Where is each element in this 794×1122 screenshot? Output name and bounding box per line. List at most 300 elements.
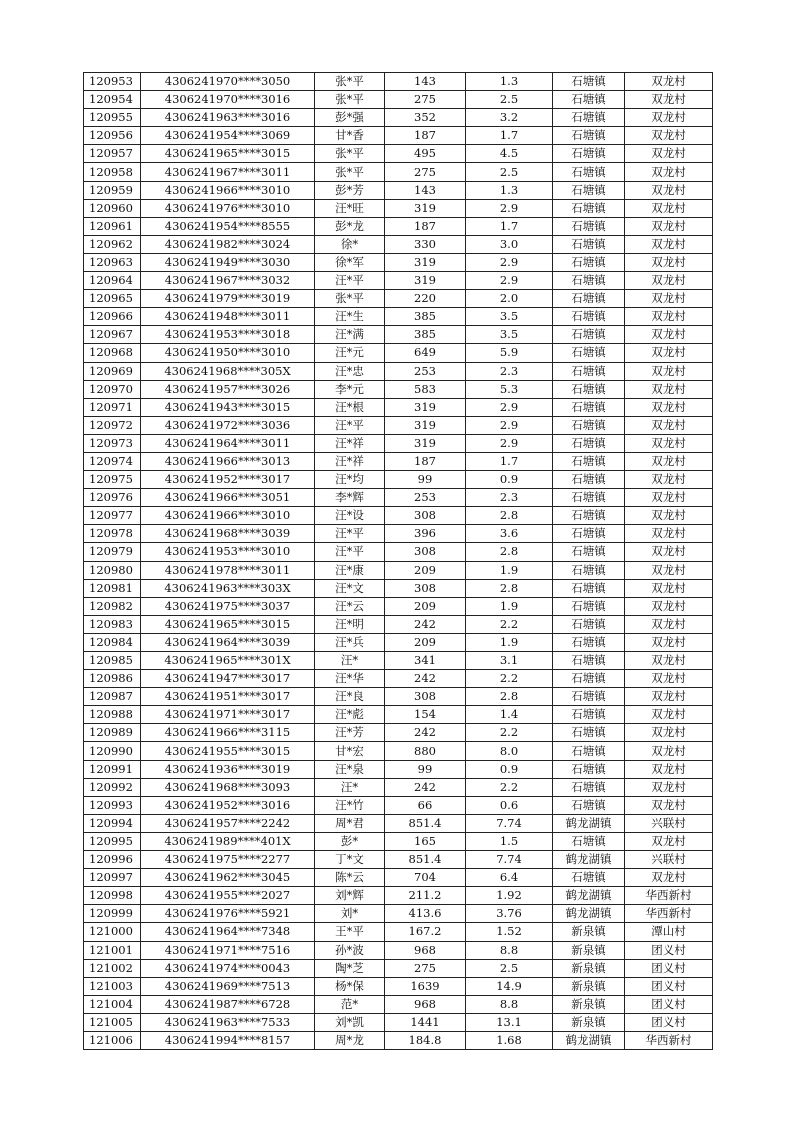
record-id-cell: 120963 [84,253,141,271]
name-cell: 汪* [315,652,385,670]
name-cell: 汪*祥 [315,452,385,470]
name-cell: 汪*泉 [315,760,385,778]
name-cell: 孙*波 [315,941,385,959]
town-cell: 石塘镇 [553,199,625,217]
name-cell: 汪*满 [315,326,385,344]
village-cell: 双龙村 [625,869,713,887]
table-row [84,977,713,995]
record-id-cell: 120961 [84,217,141,235]
table-row [84,724,713,742]
id-number-cell: 4306241952****3017 [141,471,315,489]
name-cell: 汪*忠 [315,362,385,380]
village-cell: 双龙村 [625,181,713,199]
id-number-cell: 4306241957****2242 [141,814,315,832]
record-id-cell: 120977 [84,507,141,525]
table-row [84,615,713,633]
area-cell: 2.0 [466,290,553,308]
town-cell: 石塘镇 [553,253,625,271]
record-id-cell: 120971 [84,398,141,416]
village-cell: 双龙村 [625,253,713,271]
record-id-cell: 120993 [84,796,141,814]
area-cell: 6.4 [466,869,553,887]
record-id-cell: 121002 [84,959,141,977]
area-cell: 14.9 [466,977,553,995]
table-row [84,525,713,543]
amount-cell: 143 [385,181,466,199]
id-number-cell: 4306241943****3015 [141,398,315,416]
town-cell: 石塘镇 [553,597,625,615]
record-id-cell: 120987 [84,688,141,706]
area-cell: 1.92 [466,887,553,905]
name-cell: 王*平 [315,923,385,941]
village-cell: 双龙村 [625,688,713,706]
village-cell: 团义村 [625,959,713,977]
id-number-cell: 4306241951****3017 [141,688,315,706]
name-cell: 彭* [315,832,385,850]
table-row [84,905,713,923]
town-cell: 石塘镇 [553,272,625,290]
name-cell: 丁*文 [315,851,385,869]
id-number-cell: 4306241950****3010 [141,344,315,362]
area-cell: 2.5 [466,959,553,977]
record-id-cell: 120972 [84,416,141,434]
area-cell: 7.74 [466,814,553,832]
id-number-cell: 4306241963****303X [141,579,315,597]
village-cell: 双龙村 [625,832,713,850]
village-cell: 双龙村 [625,742,713,760]
name-cell: 刘* [315,905,385,923]
table-row [84,561,713,579]
village-cell: 双龙村 [625,272,713,290]
village-cell: 双龙村 [625,724,713,742]
record-id-cell: 120967 [84,326,141,344]
village-cell: 团义村 [625,995,713,1013]
village-cell: 双龙村 [625,670,713,688]
town-cell: 石塘镇 [553,796,625,814]
village-cell: 双龙村 [625,706,713,724]
table-row [84,995,713,1013]
village-cell: 团义村 [625,1013,713,1031]
table-row [84,760,713,778]
town-cell: 鹤龙湖镇 [553,851,625,869]
name-cell: 汪*良 [315,688,385,706]
record-id-cell: 120983 [84,615,141,633]
amount-cell: 253 [385,489,466,507]
id-number-cell: 4306241962****3045 [141,869,315,887]
id-number-cell: 4306241966****3115 [141,724,315,742]
village-cell: 团义村 [625,941,713,959]
village-cell: 兴联村 [625,814,713,832]
town-cell: 新泉镇 [553,959,625,977]
area-cell: 2.9 [466,272,553,290]
area-cell: 1.68 [466,1031,553,1049]
area-cell: 3.5 [466,308,553,326]
amount-cell: 184.8 [385,1031,466,1049]
amount-cell: 319 [385,434,466,452]
table-row [84,832,713,850]
table-row [84,290,713,308]
record-id-cell: 120962 [84,235,141,253]
town-cell: 石塘镇 [553,434,625,452]
id-number-cell: 4306241974****0043 [141,959,315,977]
table-row [84,217,713,235]
amount-cell: 211.2 [385,887,466,905]
record-id-cell: 120998 [84,887,141,905]
town-cell: 新泉镇 [553,977,625,995]
name-cell: 汪* [315,778,385,796]
record-id-cell: 120966 [84,308,141,326]
area-cell: 3.0 [466,235,553,253]
area-cell: 1.5 [466,832,553,850]
table-row [84,199,713,217]
table-row [84,181,713,199]
name-cell: 汪*设 [315,507,385,525]
amount-cell: 99 [385,471,466,489]
table-row [84,688,713,706]
record-id-cell: 120954 [84,91,141,109]
town-cell: 石塘镇 [553,688,625,706]
village-cell: 兴联村 [625,851,713,869]
area-cell: 1.3 [466,181,553,199]
amount-cell: 308 [385,688,466,706]
record-id-cell: 121004 [84,995,141,1013]
id-number-cell: 4306241978****3011 [141,561,315,579]
village-cell: 双龙村 [625,543,713,561]
amount-cell: 66 [385,796,466,814]
name-cell: 甘*香 [315,127,385,145]
area-cell: 2.3 [466,362,553,380]
id-number-cell: 4306241967****3011 [141,163,315,181]
table-row [84,543,713,561]
id-number-cell: 4306241989****401X [141,832,315,850]
record-id-cell: 120969 [84,362,141,380]
amount-cell: 396 [385,525,466,543]
area-cell: 2.8 [466,507,553,525]
name-cell: 李*元 [315,380,385,398]
town-cell: 石塘镇 [553,217,625,235]
amount-cell: 242 [385,670,466,688]
table-row [84,452,713,470]
town-cell: 石塘镇 [553,724,625,742]
name-cell: 汪*文 [315,579,385,597]
amount-cell: 275 [385,91,466,109]
name-cell: 汪*均 [315,471,385,489]
record-id-cell: 120958 [84,163,141,181]
record-id-cell: 120989 [84,724,141,742]
amount-cell: 319 [385,416,466,434]
amount-cell: 187 [385,452,466,470]
record-id-cell: 120975 [84,471,141,489]
record-id-cell: 120978 [84,525,141,543]
table-row [84,887,713,905]
record-id-cell: 120995 [84,832,141,850]
table-row [84,670,713,688]
name-cell: 甘*宏 [315,742,385,760]
town-cell: 石塘镇 [553,832,625,850]
amount-cell: 968 [385,995,466,1013]
name-cell: 汪*生 [315,308,385,326]
amount-cell: 242 [385,615,466,633]
record-id-cell: 120996 [84,851,141,869]
area-cell: 1.9 [466,633,553,651]
name-cell: 汪*康 [315,561,385,579]
id-number-cell: 4306241966****3010 [141,181,315,199]
area-cell: 2.5 [466,91,553,109]
area-cell: 1.52 [466,923,553,941]
name-cell: 彭*龙 [315,217,385,235]
area-cell: 3.76 [466,905,553,923]
record-id-cell: 121005 [84,1013,141,1031]
table-row [84,109,713,127]
id-number-cell: 4306241963****3016 [141,109,315,127]
amount-cell: 154 [385,706,466,724]
amount-cell: 1441 [385,1013,466,1031]
village-cell: 潭山村 [625,923,713,941]
town-cell: 石塘镇 [553,235,625,253]
id-number-cell: 4306241963****7533 [141,1013,315,1031]
amount-cell: 341 [385,652,466,670]
amount-cell: 165 [385,832,466,850]
name-cell: 汪*旺 [315,199,385,217]
village-cell: 团义村 [625,977,713,995]
id-number-cell: 4306241970****3050 [141,73,315,91]
amount-cell: 308 [385,543,466,561]
table-row [84,633,713,651]
village-cell: 双龙村 [625,91,713,109]
village-cell: 双龙村 [625,561,713,579]
id-number-cell: 4306241979****3019 [141,290,315,308]
area-cell: 7.74 [466,851,553,869]
id-number-cell: 4306241970****3016 [141,91,315,109]
record-id-cell: 120985 [84,652,141,670]
amount-cell: 319 [385,199,466,217]
village-cell: 双龙村 [625,199,713,217]
record-id-cell: 120959 [84,181,141,199]
village-cell: 双龙村 [625,489,713,507]
table-row [84,923,713,941]
area-cell: 1.7 [466,452,553,470]
name-cell: 汪*根 [315,398,385,416]
table-row [84,652,713,670]
village-cell: 双龙村 [625,145,713,163]
record-id-cell: 120956 [84,127,141,145]
town-cell: 石塘镇 [553,163,625,181]
village-cell: 双龙村 [625,452,713,470]
amount-cell: 385 [385,326,466,344]
amount-cell: 851.4 [385,851,466,869]
town-cell: 石塘镇 [553,181,625,199]
table-row [84,742,713,760]
town-cell: 石塘镇 [553,561,625,579]
id-number-cell: 4306241964****3011 [141,434,315,452]
amount-cell: 187 [385,127,466,145]
town-cell: 石塘镇 [553,127,625,145]
table-row [84,272,713,290]
amount-cell: 209 [385,597,466,615]
village-cell: 双龙村 [625,109,713,127]
town-cell: 石塘镇 [553,452,625,470]
town-cell: 石塘镇 [553,633,625,651]
amount-cell: 385 [385,308,466,326]
record-id-cell: 120957 [84,145,141,163]
record-id-cell: 120981 [84,579,141,597]
area-cell: 0.9 [466,760,553,778]
village-cell: 双龙村 [625,344,713,362]
table-row [84,91,713,109]
table-row [84,597,713,615]
table-row [84,416,713,434]
area-cell: 5.3 [466,380,553,398]
amount-cell: 209 [385,561,466,579]
town-cell: 鹤龙湖镇 [553,1031,625,1049]
town-cell: 石塘镇 [553,109,625,127]
name-cell: 李*辉 [315,489,385,507]
id-number-cell: 4306241955****3015 [141,742,315,760]
amount-cell: 495 [385,145,466,163]
area-cell: 2.2 [466,670,553,688]
id-number-cell: 4306241975****3037 [141,597,315,615]
record-id-cell: 120979 [84,543,141,561]
area-cell: 4.5 [466,145,553,163]
area-cell: 2.9 [466,416,553,434]
area-cell: 2.3 [466,489,553,507]
table-row [84,778,713,796]
record-id-cell: 120991 [84,760,141,778]
records-table [83,72,713,1050]
id-number-cell: 4306241967****3032 [141,272,315,290]
town-cell: 石塘镇 [553,398,625,416]
record-id-cell: 120997 [84,869,141,887]
town-cell: 石塘镇 [553,326,625,344]
id-number-cell: 4306241954****8555 [141,217,315,235]
area-cell: 2.9 [466,398,553,416]
village-cell: 双龙村 [625,398,713,416]
table-row [84,869,713,887]
town-cell: 石塘镇 [553,670,625,688]
area-cell: 3.1 [466,652,553,670]
table-row [84,163,713,181]
id-number-cell: 4306241971****3017 [141,706,315,724]
area-cell: 2.5 [466,163,553,181]
id-number-cell: 4306241965****3015 [141,615,315,633]
record-id-cell: 120980 [84,561,141,579]
area-cell: 2.9 [466,253,553,271]
id-number-cell: 4306241936****3019 [141,760,315,778]
area-cell: 2.8 [466,543,553,561]
town-cell: 石塘镇 [553,308,625,326]
amount-cell: 880 [385,742,466,760]
name-cell: 汪*平 [315,416,385,434]
amount-cell: 308 [385,579,466,597]
amount-cell: 851.4 [385,814,466,832]
name-cell: 刘*辉 [315,887,385,905]
area-cell: 1.7 [466,217,553,235]
id-number-cell: 4306241957****3026 [141,380,315,398]
table-row [84,344,713,362]
town-cell: 石塘镇 [553,579,625,597]
village-cell: 双龙村 [625,235,713,253]
amount-cell: 187 [385,217,466,235]
amount-cell: 99 [385,760,466,778]
name-cell: 刘*凯 [315,1013,385,1031]
name-cell: 陈*云 [315,869,385,887]
village-cell: 双龙村 [625,326,713,344]
table-row [84,796,713,814]
record-id-cell: 121006 [84,1031,141,1049]
town-cell: 石塘镇 [553,489,625,507]
area-cell: 1.7 [466,127,553,145]
area-cell: 2.9 [466,434,553,452]
id-number-cell: 4306241964****3039 [141,633,315,651]
area-cell: 1.4 [466,706,553,724]
name-cell: 张*平 [315,145,385,163]
id-number-cell: 4306241953****3010 [141,543,315,561]
id-number-cell: 4306241953****3018 [141,326,315,344]
table-row [84,308,713,326]
id-number-cell: 4306241975****2277 [141,851,315,869]
id-number-cell: 4306241966****3010 [141,507,315,525]
name-cell: 汪*彪 [315,706,385,724]
name-cell: 徐* [315,235,385,253]
id-number-cell: 4306241994****8157 [141,1031,315,1049]
id-number-cell: 4306241955****2027 [141,887,315,905]
name-cell: 汪*兵 [315,633,385,651]
town-cell: 石塘镇 [553,742,625,760]
table-row [84,398,713,416]
town-cell: 石塘镇 [553,869,625,887]
record-id-cell: 120984 [84,633,141,651]
town-cell: 石塘镇 [553,91,625,109]
id-number-cell: 4306241952****3016 [141,796,315,814]
town-cell: 新泉镇 [553,995,625,1013]
name-cell: 彭*强 [315,109,385,127]
record-id-cell: 120960 [84,199,141,217]
amount-cell: 143 [385,73,466,91]
record-id-cell: 120955 [84,109,141,127]
record-id-cell: 121000 [84,923,141,941]
town-cell: 鹤龙湖镇 [553,905,625,923]
table-row [84,362,713,380]
table-row [84,235,713,253]
id-number-cell: 4306241949****3030 [141,253,315,271]
id-number-cell: 4306241968****3039 [141,525,315,543]
village-cell: 双龙村 [625,760,713,778]
area-cell: 0.9 [466,471,553,489]
id-number-cell: 4306241965****301X [141,652,315,670]
name-cell: 汪*竹 [315,796,385,814]
village-cell: 双龙村 [625,217,713,235]
id-number-cell: 4306241969****7513 [141,977,315,995]
name-cell: 张*平 [315,163,385,181]
town-cell: 鹤龙湖镇 [553,887,625,905]
village-cell: 双龙村 [625,416,713,434]
id-number-cell: 4306241948****3011 [141,308,315,326]
table-row [84,706,713,724]
village-cell: 双龙村 [625,652,713,670]
record-id-cell: 120973 [84,434,141,452]
name-cell: 汪*平 [315,525,385,543]
name-cell: 陶*芝 [315,959,385,977]
village-cell: 双龙村 [625,434,713,452]
name-cell: 汪*平 [315,543,385,561]
area-cell: 8.0 [466,742,553,760]
town-cell: 石塘镇 [553,778,625,796]
town-cell: 石塘镇 [553,380,625,398]
town-cell: 石塘镇 [553,344,625,362]
name-cell: 汪*元 [315,344,385,362]
area-cell: 2.2 [466,615,553,633]
area-cell: 13.1 [466,1013,553,1031]
